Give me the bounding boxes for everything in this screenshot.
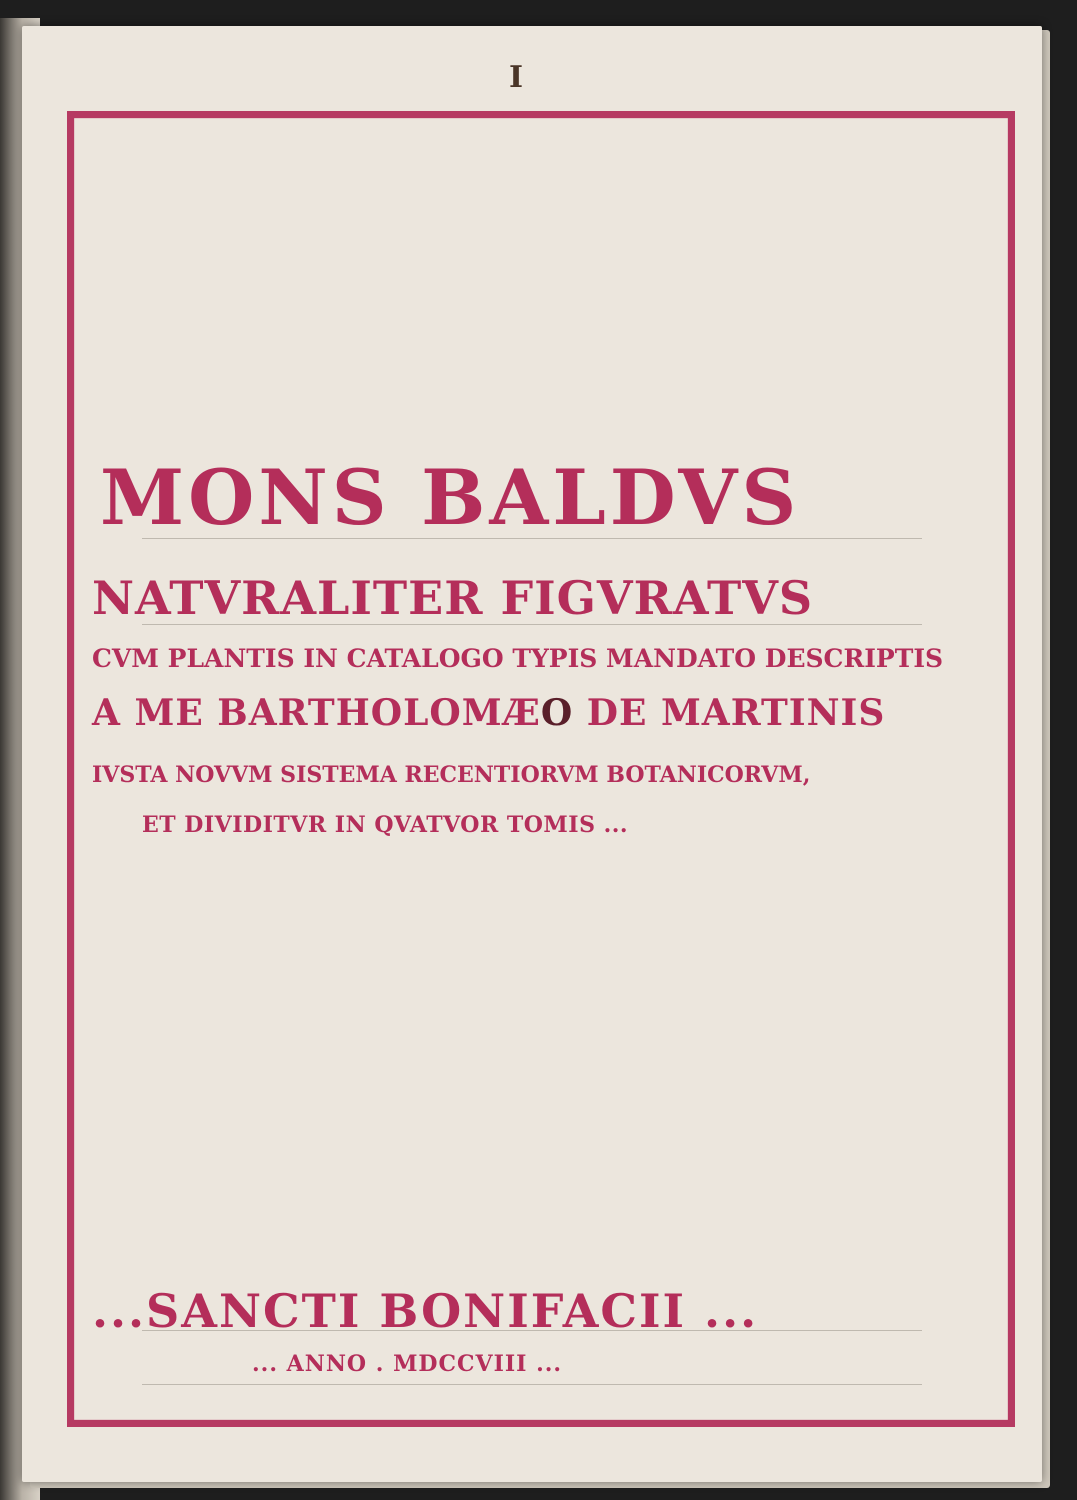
title-volumes: ET DIVIDITVR IN QVATVOR TOMIS ... (142, 812, 629, 838)
title-description: CVM PLANTIS IN CATALOGO TYPIS MANDATO DESCRIPTIS (92, 644, 944, 673)
title-place: ...SANCTI BONIFACII ... (92, 1284, 759, 1338)
title-page (22, 26, 1042, 1482)
author-name-overwritten-letter: O (540, 692, 574, 734)
title-main: MONS BALDVS (100, 453, 801, 542)
folio-number: I (508, 60, 524, 95)
author-name-part1: A ME BARTHOLOMÆ (92, 692, 541, 734)
title-system: IVSTA NOVVM SISTEMA RECENTIORVM BOTANICORVM, (92, 762, 811, 788)
title-date: ... ANNO . MDCCVIII ... (252, 1351, 563, 1377)
title-subtitle: NATVRALITER FIGVRATVS (92, 571, 814, 625)
title-block (22, 26, 1042, 1482)
ruled-guide-line (142, 1384, 922, 1385)
author-name-part2: DE MARTINIS (573, 692, 886, 734)
title-author (92, 692, 982, 734)
